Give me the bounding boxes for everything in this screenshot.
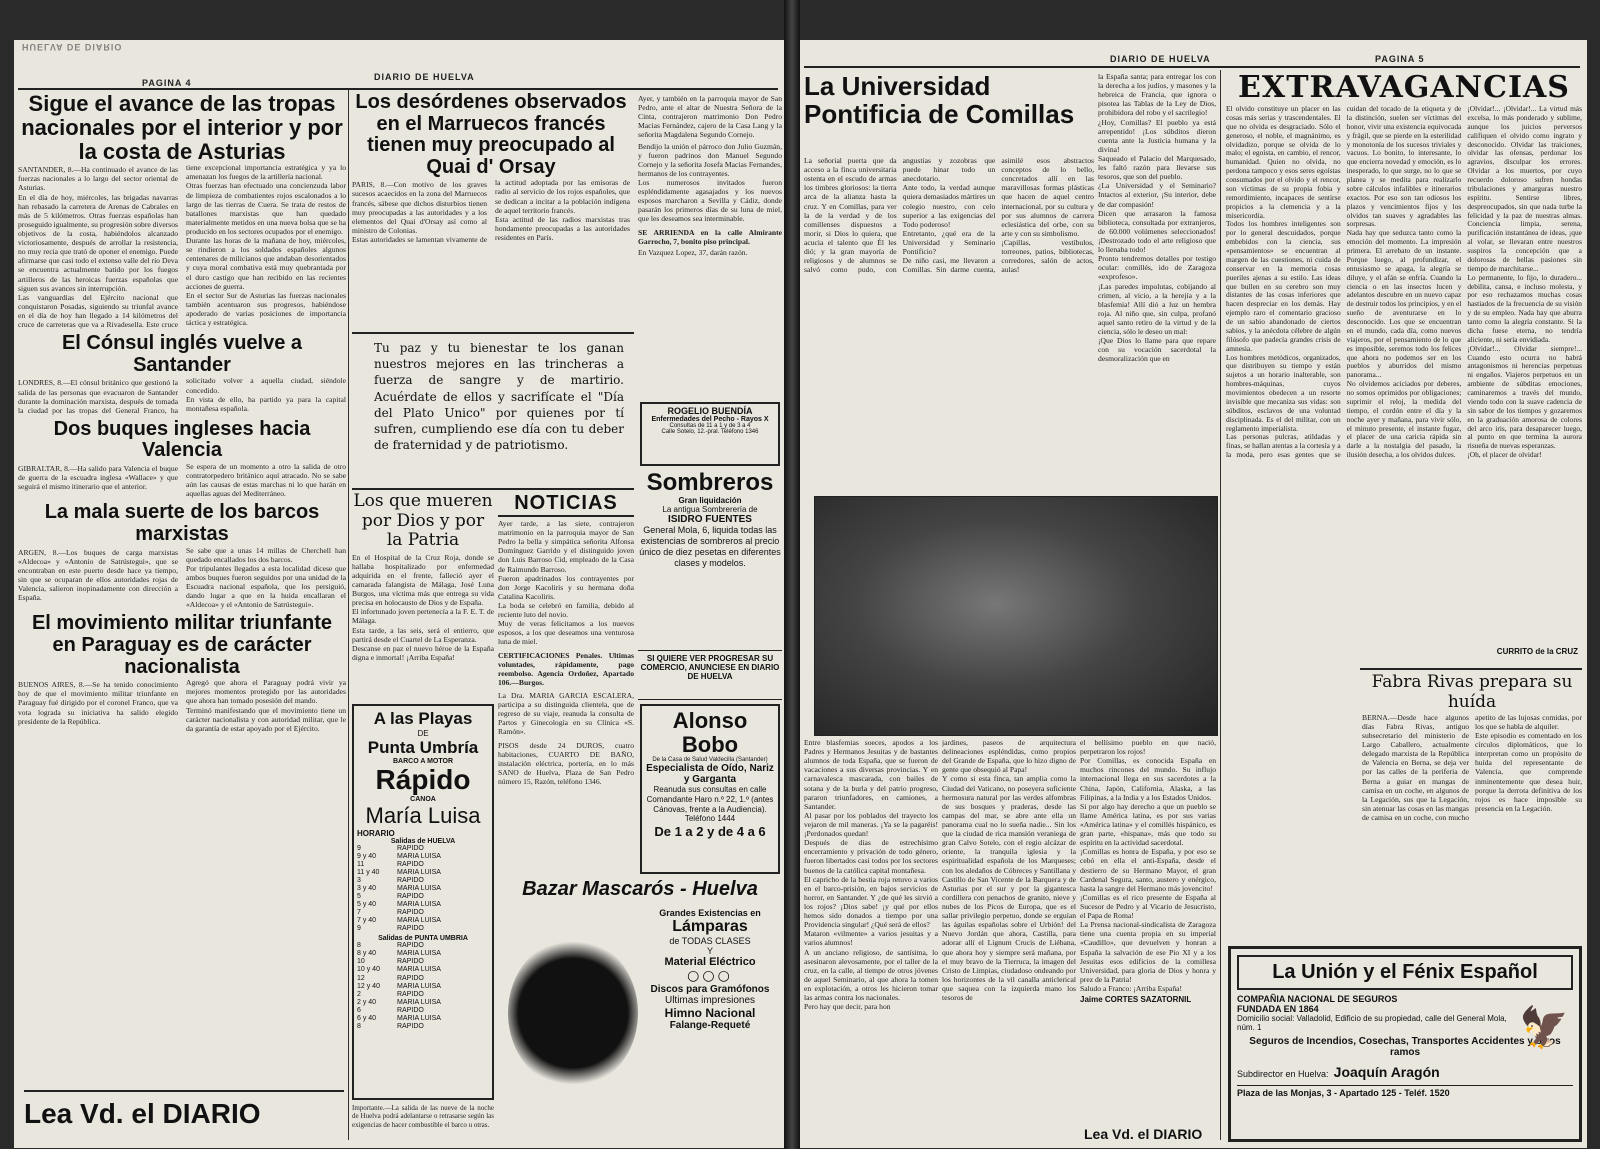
ad-union-fenix: La Unión y el Fénix Español 🦅 COMPAÑIA NACIONAL DE SEGUROS FUNDADA EN 1864 Domicilio social: Valladolid, Edificio de su propiedad, calle del General Mola, núm. 1 Seguros de Incendios, Cosechas, Transportes Accidentes y otros ramos Subdirector en Huelva: Joaquín Aragón Plaza de las Monjas, 3 - Apartado 125 - Teléf. 1520: [1228, 946, 1582, 1142]
ad-bazar: Bazar Mascarós - Huelva Grandes Existencias en Lámparas de TODAS CLASES Y Material Eléctrico ○○○ Discos para Gramófonos Ultimas impresiones Himno Nacional Falange-Requeté: [498, 878, 782, 1144]
masthead-left: DIARIO DE HUELVA: [374, 72, 475, 82]
schedule-punta: [357, 942, 489, 1031]
schedule-time: 5: [357, 893, 361, 901]
headline-noticias: NOTICIAS: [498, 492, 634, 517]
schedule-time: 6 y 40: [357, 1014, 377, 1022]
schedule-boat: MARIA LUISA: [397, 1014, 441, 1022]
page-number-left: PAGINA 4: [142, 78, 192, 88]
headline-comillas: La Universidad Pontificia de Comillas: [804, 72, 1075, 130]
patria-box: [374, 340, 624, 480]
headline-fabra: Fabra Rivas prepara su huída: [1371, 672, 1573, 713]
schedule-boat: MARIA LUISA: [397, 998, 441, 1006]
schedule-boat: RAPIDO: [397, 876, 424, 884]
schedule-time: 3: [357, 876, 361, 884]
schedule-boat: RAPIDO: [397, 1022, 424, 1030]
schedule-huelva: [357, 845, 489, 934]
right-page: [800, 40, 1587, 1148]
schedule-boat: RAPIDO: [397, 974, 424, 982]
top-rule: [18, 88, 778, 90]
schedule-time: 8: [357, 942, 361, 950]
schedule-time: 11: [357, 860, 365, 868]
headline-buques: Dos buques ingleses hacia Valencia: [53, 417, 311, 462]
schedule-boat: MARIA LUISA: [397, 901, 441, 909]
article-buques: GIBRALTAR, 8.—Ha salido para Valencia el buque de guerra de la escuadra inglesa «Wallace» y que seguirá el mismo itinerario que el anterior. Se espera de un momento a otro la salida de otro contratorpedero británico aquí atracado. No se sabe aún las causas de estas marchas ni lo que harán en aquellas aguas del Mediterráneo.: [18, 462, 346, 499]
ad-alonso: Alonso Bobo De la Casa de Salud Valdecilla (Santander) Especialista de Oído, Nariz y Garganta Reanuda sus consultas en calle Comandante Haro n.º 22, 1.º (antes Cánovas, frente a la Audiencia). Teléfono 1444 De 1 a 2 y de 4 a 6: [640, 704, 780, 874]
headline-paraguay: El movimiento militar triunfante en Paraguay es de carácter nacionalista: [31, 612, 333, 678]
ad-playas: A las Playas DE Punta Umbría BARCO A MOTOR Rápido CANOA María Luisa HORARIO Salidas de HUELVA 9 RAPIDO 9 y 40 MARIA LUISA 11 RAPIDO 11 y 40 MARIA LUISA 3 RAPIDO 3 y 40 MARIA LUISA 5 RAPIDO 5 y 40 MARIA LUISA 7 RAPIDO 7 y 40 MARIA LUISA 9 RAPIDO Salidas de PUNTA UMBRIA 8 RAPIDO 8 y 40 MARIA LUISA 10 RAPIDO 10 y 40 MARIA LUISA 12 RAPIDO 12 y 40 MARIA LUISA 2 RAPIDO 2 y 40 MARIA LUISA 6 RAPIDO 6 y 40 MARIA LUISA 8 RAPIDO: [352, 704, 494, 1100]
column-3-top: Ayer, y también en la parroquia mayor de San Pedro, ante el altar de Nuestra Señora de la Cinta, contrajeron matrimonio Don Pedro Macias Fernández, cajero de la Casa Lang y la señorita Magdalena Segundo Cornejo. Bendijo la unión el párroco don Julio Guzmán, y fueron padrinos don Manuel Segundo Cornejo y la señorita Josefa Macias Fernandes, hermanos de los contrayentes. Los numerosos invitados fueron espléndidamente agasajados y los nuevos esposos marcharon a Sevilla y Cádiz, donde pasarán los primeros días de su luna de miel, que les deseamos sea interminable. SE ARRIENDA en la calle Almirante Garrocho, 7, bonito piso principal. En Vazquez Lopez, 37, darán razón.: [638, 94, 782, 257]
playas-note: Importante.—La salida de las nueve de la noche de Huelva podrá adelantarse o retrasarse según las exigencias de hacer combustible el barco u otras.: [352, 1104, 494, 1129]
col-divider: [348, 90, 349, 1140]
schedule-boat: MARIA LUISA: [397, 982, 441, 990]
ad-lea-diario-right: Lea Vd. el DIARIO: [1084, 1126, 1203, 1142]
column-1: [18, 92, 346, 1142]
schedule-time: 9 y 40: [357, 852, 377, 860]
comillas-article-3: Entre blasfemias soeces, apodos a los Padres y Hermanos Jesuitas y de bastantes alumnos de toda España, que se fueron de vacaciones a sus diversas provincias. Y en carnavalesca mascarada, con bailes de sotana y de la burla y del patrio progreso, pararon triunfadores, en camiones, a Santander. Al pasar por los poblados del trayecto los vejaron de mil maneras. ¡Ya se la pagaréis! ¡Perdonados quedan! Después de días de estrechísimo encerramiento y privación de todo género, fueron libertados casi todos por los sectores buenos de la católica capital montañesa. El capricho de la bestia roja retuvo a varios en el barco-prisión, en bajos servicios de horror, en Santander. Y ¿de qué les sirvió a los rojos? ¡Dios sabe! ¡y qué por ellos hemos sido donados a tiempo por una Providencia singular! ¿Qué será de ellos? Mataron «vilmente» a varios jesuitas y a varios alumnos! A un anciano religioso, de santísima, lo asesinaron alevosamente, por el taller de la cruz, en la calle, al tiempo de otros jóvenes de aquel Seminario, al que ahora la tomen en explotación, a otros les hicieron tomar las armas contra los nacionales. Pero hay que decir, para hon: [804, 738, 938, 1012]
patria-text: Tu paz y tu bienestar te los ganan nuestros mejores en las trincheras a fuerza de sangre y de martirio. Acuérdate de ellos y sacrifícate el "Día del Plato Unico" por quienes por tí sufren, cumpliendo ese día con tu deber de fraternidad y de patriotismo.: [374, 341, 624, 453]
schedule-boat: MARIA LUISA: [397, 852, 441, 860]
playas-rapido: Rápido: [375, 764, 471, 795]
schedule-boat: RAPIDO: [397, 925, 424, 933]
comillas-article-2: la España santa; para entregar los con la derecha a los judíos, y masones y la hebreica de Francia, que ignora o pisotea las Tablas de la Ley de Dios, prohibidora del robo y el sacrilegio! ¿Hoy, Comillas? El pueblo ya está arrepentido! ¡Los súbditos dieron cuenta ante la Justicia humana y la divina! Saqueado el Palacio del Marquesado, les faltó razón para llevarse sus tesoros, que son del pueblo. ¿La Universidad y el Seminario? Intactos al exterior, ¡Su interior, debe de dar compasión! Dicen que arrasaron la famosa biblioteca, consultada por extranjeros, de 60.000 volúmenes seleccionados! ¡Destrozado todo el arte religioso que lo llenaba todo! Pronto tendremos detalles por testigo ocular: comillés, ido de Zaragoza «exprofeso». ¡Las paredes impolutas, cobijando al crimen, al vicio, a la herejía y a la blasfemia! Allí dió a luz un hembra roja. Al niño que, sin culpa, profanó aquel santo retiro de la virtud y de la ciencia, sólo le deseo un mal: ¡Que Dios lo llame para que repare con su vocación sacerdotal la desmoralización que en: [1098, 72, 1216, 364]
comillas-article-5: el bellísimo pueblo en que nació, perpetraron los rojos! Por Comillas, es conocida España en muchos rincones del mundo. Su influjo internacional llega en sus sacerdotes a la China, Japón, California, Alaska, a las Filipinas, a la India y a los Estados Unidos. Si por algo hay derecho a que un pueblo se llame América latina, es por sus varias «América latina» y el comillés hispánico, es gran parte, «hispana», más que todo su espíritu en la actividad sacerdotal. ¡Comillas es honra de España, y por eso se cebó en ella el anti-España, desde el destierro de su Hermano Mayor, el gran Cardenal Segura, santo, austero y enérgico, hasta la sangre del Hermano más jovencito! ¡Comillas es el rico presente de España al Sucesor de Pedro y al Vicario de Jesucristo, el Papa de Roma! La Prensa nacional-sindicalista de Zaragoza tiene una cuenta propia en su imperial «Caudillo», que devuelven y honran a España la salvación de ese Pio XI y a los Jesuitas esos edificios de la comillesa Universidad, para gloria de Dios y honra y prez de la Patria! Saludo a Franco: ¡Arriba España! Jaime CORTES SAZATORNIL: [1080, 738, 1216, 1005]
article-consul: LONDRES, 8.—El cónsul británico que gestionó la salida de las personas que evacuaron de Santander durante la dominación marxista, después de tomada la ciudad por las tropas del General Franco, ha solicitado volver a aquella ciudad, siéndole concedido. En vista de ello, ha partido ya para la capital montañesa española.: [18, 376, 346, 415]
ad-progresar: SI QUIERE VER PROGRESAR SU COMERCIO, ANUNCIESE EN DIARIO DE HUELVA: [638, 650, 782, 700]
schedule-time: 7: [357, 909, 361, 917]
schedule-time: 10 y 40: [357, 966, 380, 974]
article-barcos: ARGEN, 8.—Los buques de carga marxistas «Aldecoa» y «Antonio de Satrústegui», que se encontraban en este puerto desde hace ya tiempo, sin que se ocuparan de ellos autoridades rojas de Valencia, salieron inopinadamente con dirección a España. Se sabe que a unas 14 millas de Cherchell han quedado encallados los dos barcos. Por tripulantes llegados a esta localidad dicese que ambos buques fueron seguidos por una unidad de la Escuadra nacional española, que los persiguió, dando lugar a que en la huida encallaran el «Aldecoa» y el «Antonio de Satrústegui».: [18, 545, 346, 610]
left-page: [14, 40, 784, 1148]
schedule-boat: MARIA LUISA: [397, 868, 441, 876]
schedule-time: 10: [357, 958, 365, 966]
byline-jaime: Jaime CORTES SAZATORNIL: [1080, 995, 1192, 1005]
schedule-boat: RAPIDO: [397, 990, 424, 998]
article-boda-title: Ayer, y también en la parroquia mayor de San Pedro, ante el altar de Nuestra Señora de la Cinta, contrajeron matrimonio Don Pedro Macias Fernández, cajero de la Casa Lang y la señorita Magdalena Segundo Cornejo.: [638, 94, 782, 140]
book-gutter: [784, 0, 800, 1149]
schedule-time: 6: [357, 1006, 361, 1014]
article-extravagancias: El olvido constituye un placer en las cosas más serias y trascendentales. El que no olvida es desgraciado. Sólo el generoso, el noble, el magnánimo, es olvidadizo, porque se olvida de lo malo; el egoísta, en cambio, el rencor, humanidad. Quien no olvida, no perdona tampoco y esos seres egoístas consumados por el olvido y el rencor, son víctimas de su propia fobia y remordimiento, incapaces de sentirse propicios a la clemencia y a la misericordia. Todos los hombres inteligentes son por lo general descuidados, porque embebidos con la ciencia, sus «pensamientos» se encuentran al margen de las cuestiones, ni cuida de conservar en la memoria cosas pueriles ajenas a su estilo. Las ideas que bullen en su cerebro son muy distantes de las cosas inferiores que hacen despreciar en los demás. Hay ejemplo raro el comentario gracioso de un sabio abandonado de ciertos sabios, y la anécdota célebre de algún filósofo que padecía grandes crisis de amnesia. Los hombres metódicos, organizados, que distribuyen su tiempo y están sujetos a un horario inalterable, son hombres-máquinas, cuyos movimientos obedecen a un resorte invisible que mecaniza sus vidas: son súbditos, esclavos de una voluntad disciplinada. Es el del militar, con un reglamento imperialista. Las personas pulcras, atildadas y finas, se hallan atentas a la cortesía y a la moda, pero esas gentes que se cuidan del tocado de la etiqueta y de la distinción, suelen ser víctimas del honor, vivir una existencia equivocada y frágil, que se pierde en la esterilidad y monotonía de los sucesos triviales y vacuos. Lo bonito, lo interesante, lo que encierra novedad y emoción, es lo inesperado, lo que surge, no lo que se planea y se medita para realizarlo sobre cálculos infalibles e itinerarios exactos. Por eso son tan odiosos los plazos y vencimientos fijos y los olvidos tan suaves y agradables las sorpresas. Nada hay que seduzca tanto como la emoción del momento. La impresión primera. El arrebato de un instante. Porque luego, al profundizar, el entusiasmo se apaga, la alegría se diluye, y el afán se enfría. Cuando la ciencia o en las insectos lucen y adelantos descubre en un nuevo capaz de destruir todos los principios, y en el sueño de aventurarse en lo desconocido. Los que se encuentran en el mundo, cada día, como nuevos viajeros, por el pensamiento de lo que es imposible, seremos todo los felices que ahora no podemos ser en los pueblos y aburridos del mismo panorama... No olvidemos aciciados por deberes, no somos oprimidos por obligaciones; suprimir el reloj, la medida del tiempo, el cordón entre el día y la noche ayer y mañana, para vivir sólo, el minuto presente, el instante fugaz, el placer de una caricia rápida sin darle a la nostalgia del pasado, la ilusión desecha, a los olvidos dulces. ¡Olvidar!... ¡Olvidar!... La virtud más excelsa, lo más ponderado y sublime, aunque los juicios perversos califiquen el olvido como ingrato y desconocido. Olvidar las traiciones, olvidar las ofensas, perdonar los agravios, disculpar los errores. Olvidar a los muertos, por cuyo recuerdo doloroso sufren hondas tribulaciones y amarguras nuestro espíritu. Sentirse libres, despreocupados, sin que nada turbe la felicidad y la paz de nuestras almas. Conciencia limpia, serena, purificación instantánea de ideas, ¡que al volar, se llevaran entre nuestros suspiros la concepción que a dolorosas de bellas pasiones sin tiempo de marchitarse... Lo permanente, lo fijo, lo duradero... debilita, cansa, e incluso molesta, y por eso rechazamos muchas cosas hastiados de la frecuencia de su visión y de su empleo. Nada hay que aburra tanto como la alegría constante. Si la dicha fuese eterna, no tendría aliciente, ni sería envidiada. ¡Olvidar!... Olvidar siempre!... Cuando esto ocurra no habrá antagonismos ni herencias perpetuas ni engaños. Viajeros perpetuos en un ambiente de súbditas emociones, caminaremos a través del mundo, viendo todo con la suave cadencia de sin sabor de los tiempos y gozaremos en la graduación amorosa de colores del arco iris, para desaparecer luego, al punto en que termina la aurora risueña de nuevas esperanzas. ¡Oh, el placer de olvidar!: [1226, 104, 1582, 460]
schedule-time: 9: [357, 844, 361, 852]
column-2-top: [352, 92, 630, 332]
article-paraguay: BUENOS AIRES, 8.—Se ha tenido conocimiento hoy de que el movimiento militar triunfante en Paraguay fué dirigido por el coronel Franco, que va vota lograda su iniciativa ha salido elegido presidente de la República. Agregó que ahora el Paraguay podrá vivir ya mejores momentos protegido por las autoridades que ahora han tomado posesión del mando. Terminó manifestando que el movimiento tiene un carácter nacionalista y con autoridad militar, que le da garantía de estar apoyado por el Ejército.: [18, 678, 346, 733]
article-mueren: En el Hospital de la Cruz Roja, donde se hallaba hospitalizado por enfermedad adquirida en el frente, falleció ayer el camarada falangista de Málaga, José Luna Burgos, una víctima más que entrega su vida precisa en holocausto de Dios y de España. El infortunado joven pertenecía a la F. E. T. de Málaga. Esta tarde, a las seis, será el entierro, que partirá desde el Cuartel de La Esperanza. Descanse en paz el nuevo héroe de la España digna e inmortal! ¡Arriba España!: [352, 552, 494, 662]
schedule-boat: RAPIDO: [397, 860, 424, 868]
article-boda: Bendijo la unión el párroco don Julio Guzmán, y fueron padrinos don Manuel Segundo Cornejo y la señorita Josefa Macias Fernandes, hermanos de los contrayentes. Los numerosos invitados fueron espléndidamente agasajados y los nuevos esposos marcharon a Sevilla y Cádiz, donde pasarán los primeros días de su luna de miel, que les deseamos sea interminable.: [638, 141, 782, 224]
headline-asturias: Sigue el avance de las tropas nacionales por el interior y por la costa de Asturias: [21, 92, 343, 164]
schedule-boat: RAPIDO: [397, 844, 424, 852]
masthead-right: DIARIO DE HUELVA: [1110, 54, 1211, 64]
schedule-time: 7 y 40: [357, 917, 377, 925]
schedule-boat: RAPIDO: [397, 909, 424, 917]
schedule-boat: MARIA LUISA: [397, 917, 441, 925]
playas-title: A las Playas: [373, 709, 473, 728]
headline-marruecos: Los desórdenes observados en el Marruecos francés tienen muy preocupado al Quai d' Orsay: [355, 92, 627, 178]
schedule-time: 5 y 40: [357, 901, 377, 909]
schedule-time: 3 y 40: [357, 885, 377, 893]
schedule-boat: MARIA LUISA: [397, 966, 441, 974]
article-fabra: BERNA.—Desde hace algunos días Fabra Rivas, antiguo subsecretario del ministerio de Largo Caballero, actualmente delegado marxista de la República de Valencia en Berna, se deja ver por las calles de la periferia de Berna a guiar en mangas de camisa en un coche, en algunos de la Legación, sus que la Legación, sin atenuar las cosas en las mangas de camisa en un coche, con mucho apetito de las lujosas comidas, por los que se habla de alquiler. Este episodio es comentado en los círculos diplomáticos, que lo interpretan como un propósito de huída del representante de Valencia, que comprende inminentemente que desea huir, porque la derrota definitiva de los rojos es hace imposible su presencia en la Legación.: [1362, 712, 1582, 822]
ad-rogelio: ROGELIO BUENDÍA Enfermedades del Pecho - Rayos X Consultas de 11 a 1 y de 3 a 4 Calle Sotelo, 12.-pral. Teléfono 1346: [640, 402, 780, 466]
comillas-article-4: jardines, paseos de arquitectura delineaciones espléndidas, como propios del Grande de España, que lo hizo digno de gente que obsequió al Papa! Y como si esta finca, tan amplia como la Ciudad del Vaticano, no poseyera suficiente hermosura natural por las verdes alfombras de sus bosques y praderas, desde las campas del mar, se abre ante ella un panorama cual no lo sueña nadie... Sin los que la ciudad de rica mansión veraniega de gran Calvo Sotelo, con el regio alcázar de oriente, la tranquila iglesia y la espiritualidad española de los Marqueses; con los aledaños de Cóbreces y Santillana y Castillo de San Vicente de la Barquera y de Asturias por el sur y por la gigantesca cordillera con penachos de granito, nieve y nubes de los Picos de Europa, que es el sallar privilegio perpetuo, donde se erguían las águilas españolas sobre el Urbión! del Nuevo Jordán que ahora, Castilla, para adorar allí el Lignum Crucis de Liébana, que ahora hoy y siempre será mañana, por el muy bravo de la Tierruca, la imagen del Cristo de Limpias, ciudadoso ondeando por los horizontes de la vil canalla anticlerical que saquea con la izquierda mano los tesoros de: [942, 738, 1076, 1003]
schedule-time: 2: [357, 990, 361, 998]
headline-barcos: La mala suerte de los barcos marxistas: [44, 501, 320, 546]
ad-lea-diario-left: Lea Vd. el DIARIO: [24, 1090, 344, 1133]
ad-sombreros: Sombreros Gran liquidación La antigua Sombrerería de ISIDRO FUENTES General Mola, 6, liquida todas las existencias de sombreros al precio único de diez pesetas en diferentes clases y modelos.: [639, 470, 781, 568]
headline-extravagancias: EXTRAVAGANCIAS: [1238, 70, 1570, 105]
schedule-boat: MARIA LUISA: [397, 950, 441, 958]
schedule-boat: RAPIDO: [397, 1006, 424, 1014]
schedule-time: 11 y 40: [357, 868, 380, 876]
schedule-time: 2 y 40: [357, 998, 377, 1006]
schedule-time: 12: [357, 974, 365, 982]
schedule-time: 12 y 40: [357, 982, 380, 990]
phoenix-icon: 🦅: [1519, 1005, 1569, 1051]
playas-maria: María Luisa: [365, 802, 481, 828]
noticias-block: NOTICIAS Ayer tarde, a las siete, contrajeron matrimonio en la parroquia mayor de San Pedro la bella y simpática señorita Alfonsa Domínguez Garrido y el distinguido joven don Luis Barroso Cid, empleado de la Casa de Raimundo Barroso. Fueron apadrinados los contrayentes por don Jorge Kacoliris y su hermana doña Catalina Kacoliris. La boda se celebró en familia, debido al reciente luto del novio. Muy de veras felicitamos a los nuevos esposos, a los que deseamos una venturosa luna de miel. CERTIFICACIONES Penales. Ultimas voluntades, rápidamente, pago reembolso. Agencia Ordoñez, Apartado 106.—Burgos. La Dra. MARIA GARCIA ESCALERA, participa a su distinguida clientela, que de regreso de su viaje, reanuda la consulta de Partos y Ginecología en su Clínica «S. Ramón». PISOS desde 24 DUROS, cuatro habitaciones, CUARTO DE BAÑO, instalación eléctrica, portería, en lo más SANO de Huelva, Plaza de San Pedro número 15, Razón, teléfono 1346.: [498, 492, 634, 786]
comillas-photo: [814, 496, 1218, 736]
schedule-time: 8: [357, 1022, 361, 1030]
article-marruecos: PARIS, 8.—Con motivo de los graves sucesos acaecidos en la zona del Marruecos francés, sábese que dichos disturbios tienen muy preocupadas a las autoridades y a los elementos del Quai d'Orsay así como al ministro de Colonias. Estas autoridades se lamentan vivamente de la actitud adoptada por las emisoras de radio al servicio de los rojos españoles, que se dedican a incitar a la población indígena de aquel territorio francés. Esta actitud de las radios marxistas tras hondamente preocupadas a las autoridades residentes en París.: [352, 178, 630, 245]
schedule-time: 9: [357, 925, 361, 933]
mueren-block: [352, 492, 494, 702]
playas-place: Punta Umbría: [367, 738, 479, 757]
article-noticias: Ayer tarde, a las siete, contrajeron matrimonio en la parroquia mayor de San Pedro la bella y simpática señorita Alfonsa Domínguez Garrido y el distinguido joven don Luis Barroso Cid, empleado de la Casa de Raimundo Barroso. Fueron apadrinados los contrayentes por don Jorge Kacoliris y su hermana doña Catalina Kacoliris. La boda se celebró en familia, debido al reciente luto del novio. Muy de veras felicitamos a los nuevos esposos, a los que deseamos una venturosa luna de miel.: [498, 519, 634, 647]
fabra-block: [1362, 672, 1582, 942]
schedule-boat: RAPIDO: [397, 893, 424, 901]
schedule-boat: MARIA LUISA: [397, 885, 441, 893]
ink-blot: [508, 938, 638, 1088]
extravagancias-block: [1226, 70, 1582, 666]
byline-currito: CURRITO de la CRUZ: [1496, 647, 1578, 656]
schedule-boat: RAPIDO: [397, 942, 424, 950]
article-asturias: SANTANDER, 8.—Ha continuado el avance de las fuerzas nacionales a lo largo del sector oriental de Asturias. En el día de hoy, miércoles, las brigadas navarras han rebasado la carretera de Arenas de Cabrales en más de 5 kilómetros. Otras fuerzas españolas han proseguido igualmente, su progresión sobre diversos objetivos de la costa, habiéndolos alcanzado victoriosamente, después de arrollar la resistencia, no muy recia que trató de oponer el enemigo. Puede afirmarse que casi todo el extenso valle del río Deva se encuentra actualmente batido por los fuegos artilleros de las heroicas fuerzas españolas que siguen sus avances sin interrupción. Las vanguardias del Ejército nacional que conquistaron Posadas, siguiendo su triunfal avance en el día de hoy han llegado a 14 kilómetros del cruce de carreteras que va a Rivadesella. Este cruce tiene excepcional importancia estratégica y ya lo amenazan los fuegos de la artillería nacional. Otras fuerzas han efectuado una concienzuda labor de limpieza de combatientes rojos escalonados a lo largo de las tierras de Cuera. Se trata de restos de batallones marxistas que han quedado materialmente metidos en una nueva bolsa que se ha producido en los sectores ocupados por el enemigo. Durante las horas de la mañana de hoy, miércoles, se rindieron a los soldados españoles algunos centenares de milicianos que andaban desorientados y cuya moral combativa está muy quebrantada por el duro castigo que han recibido en las recientes acciones de guerra. En el sector Sur de Asturias las fuerzas nacionales también acentuaron sus progresos, habiéndose apoderado de varias posiciones de importancia táctica y estratégica.: [18, 163, 346, 330]
schedule-time: 8 y 40: [357, 950, 377, 958]
comillas-article-1: La señorial puerta que da acceso a la finca universitaria ostenta en el escudo de armas los timbres gloriosos: la tierra arca de la alianza hasta la cruz. Y en Comillas, para ver la de la verdad y de los comillenses dispuestos a morir, si Dios lo quiera, que acucia el talento que Él les dió; y la gran mayoría de religiosos y de alumnos se salvó como pudo, con angustias y zozobras que puede hinar todo un anecdotario. Ante todo, la verdad aunque quiera demasiados mártires un colegio nuestro, con celo superior a las exigencias del Todo poderoso! Entretanto, ¿qué era de la Universidad y Seminario Pontificio? De niño casi, me llevaron a Comillas. Sin darme cuenta, asimilé esos abstractos conceptos de lo bello, concretados allí en las maravillosas formas plásticas que hacen de aquel centro internacional, por su cultura y por sus alumnos de carrera eclesiástica del orbe, con su arte y con su simbolismo. ¡Capillas, vestíbulos, torreones, patios, bibliotecas, corredores, salón de actos, aulas!: [804, 156, 1094, 275]
mirror-header: HUELVA DE DIARIO: [22, 42, 123, 52]
page-number-right: PAGINA 5: [1375, 54, 1425, 64]
headline-mueren: Los que mueren por Dios y por la Patria: [353, 492, 493, 551]
headline-consul: El Cónsul inglés vuelve a Santander: [61, 332, 303, 376]
schedule-boat: RAPIDO: [397, 958, 424, 966]
